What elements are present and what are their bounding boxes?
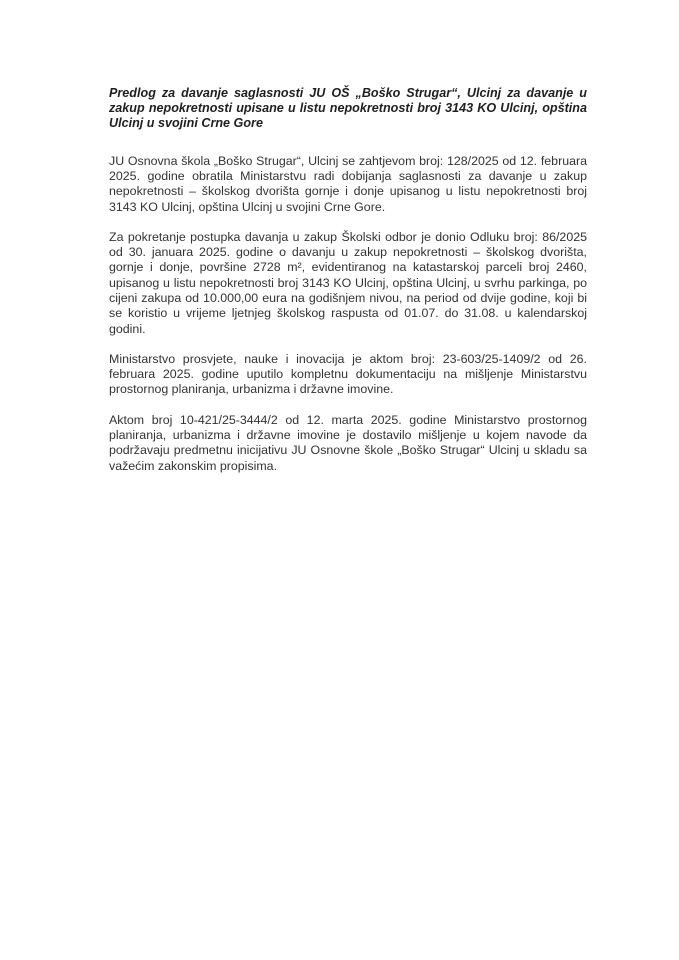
paragraph-ministry-opinion: Aktom broj 10-421/25-3444/2 od 12. marta 2025. godine Ministarstvo prostornog planiranja, urbanizma i državne imovine je dostavilo mišljenje u kojem navode da podržavaju predmetnu inicijativu JU Osnovne škole „Boško Strugar“ Ulcinj u skladu sa važećim zakonskim propisima. <box>109 412 587 473</box>
paragraph-ministry-referral: Ministarstvo prosvjete, nauke i inovacija je aktom broj: 23-603/25-1409/2 od 26. februara 2025. godine uputilo kompletnu dokumentaciju na mišljenje Ministarstvu prostornog planiranja, urbanizma i državne imovine. <box>109 351 587 397</box>
document-title: Predlog za davanje saglasnosti JU OŠ „Boško Strugar“, Ulcinj za davanje u zakup nepokretnosti upisane u listu nepokretnosti broj 3143 KO Ulcinj, opština Ulcinj u svojini Crne Gore <box>109 86 587 131</box>
paragraph-request: JU Osnovna škola „Boško Strugar“, Ulcinj se zahtjevom broj: 128/2025 od 12. februara 2025. godine obratila Ministarstvu radi dobijanja saglasnosti za davanje u zakup nepokretnosti – školskog dvorišta gornje i donje upisanog u listu nepokretnosti broj 3143 KO Ulcinj, opština Ulcinj u svojini Crne Gore. <box>109 153 587 214</box>
paragraph-school-board-decision: Za pokretanje postupka davanja u zakup Školski odbor je donio Odluku broj: 86/2025 od 30. januara 2025. godine o davanju u zakup nepokretnosti – školskog dvorišta, gornje i donje, površine 2728 m², evidentiranog na katastarskoj parceli broj 2460, upisanog u listu nepokretnosti broj 3143 KO Ulcinj, opština Ulcinj, u svrhu parkinga, po cijeni zakupa od 10.000,00 eura na godišnjem nivou, na period od dvije godine, koji bi se koristio u vrijeme ljetnjeg školskog raspusta od 01.07. do 31.08. u kalendarskoj godini. <box>109 229 587 336</box>
document-body <box>109 86 587 489</box>
